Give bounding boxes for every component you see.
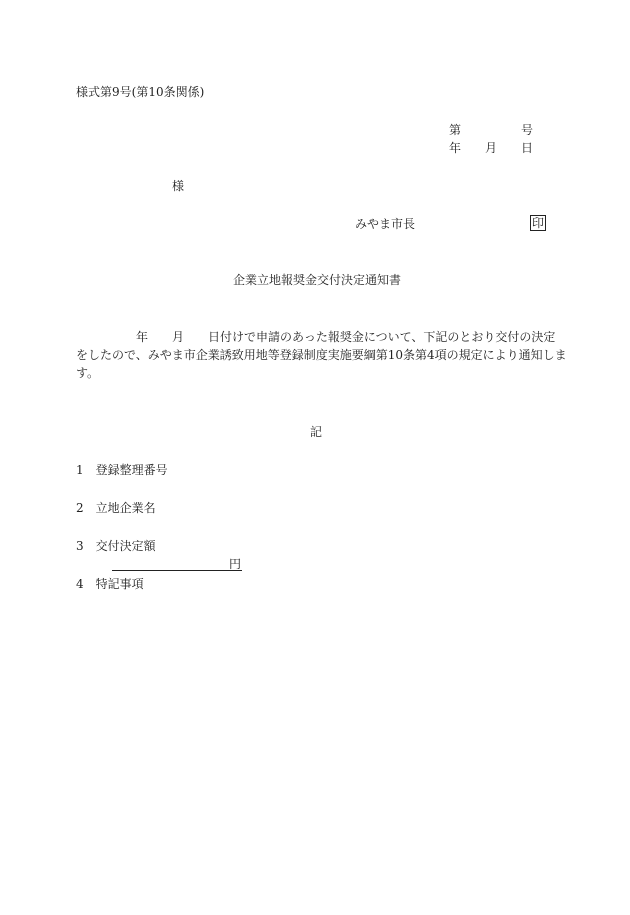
item-number: 3 bbox=[76, 539, 84, 553]
item-2 bbox=[76, 500, 156, 516]
seal-mark bbox=[530, 215, 546, 231]
date-day: 日 bbox=[521, 141, 534, 155]
body-line-3: す。 bbox=[76, 366, 100, 380]
item-4 bbox=[76, 576, 144, 592]
amount-unit: 円 bbox=[229, 557, 242, 571]
date-month: 月 bbox=[485, 141, 498, 155]
item-number: 1 bbox=[76, 463, 84, 477]
amount-underline bbox=[112, 570, 242, 571]
document-title: 企業立地報奨金交付決定通知書 bbox=[233, 273, 402, 287]
body-year: 年 bbox=[136, 330, 149, 344]
item-number: 4 bbox=[76, 577, 84, 591]
item-label: 特記事項 bbox=[95, 577, 144, 591]
item-1 bbox=[76, 462, 168, 478]
date-year: 年 bbox=[449, 141, 462, 155]
body-month: 月 bbox=[172, 330, 185, 344]
item-label: 交付決定額 bbox=[95, 539, 156, 553]
form-id: 様式第9号(第10条関係) bbox=[76, 85, 205, 99]
body-paragraph bbox=[76, 328, 567, 382]
number-line-dai: 第 bbox=[449, 123, 462, 137]
item-label: 立地企業名 bbox=[95, 501, 156, 515]
body-line-1 bbox=[76, 328, 556, 346]
item-3 bbox=[76, 538, 156, 554]
ki-heading: 記 bbox=[310, 425, 323, 439]
number-line-go: 号 bbox=[521, 123, 534, 137]
seal-text: 印 bbox=[532, 216, 545, 230]
addressee-suffix: 様 bbox=[172, 179, 185, 193]
issuer-name: みやま市長 bbox=[355, 217, 416, 231]
item-label: 登録整理番号 bbox=[95, 463, 168, 477]
body-line-1-text: 日付けで申請のあった報奨金について、下記のとおり交付の決定 bbox=[208, 330, 556, 344]
item-number: 2 bbox=[76, 501, 84, 515]
body-line-2: をしたので、みやま市企業誘致用地等登録制度実施要綱第10条第4項の規定により通知しま bbox=[76, 348, 567, 362]
